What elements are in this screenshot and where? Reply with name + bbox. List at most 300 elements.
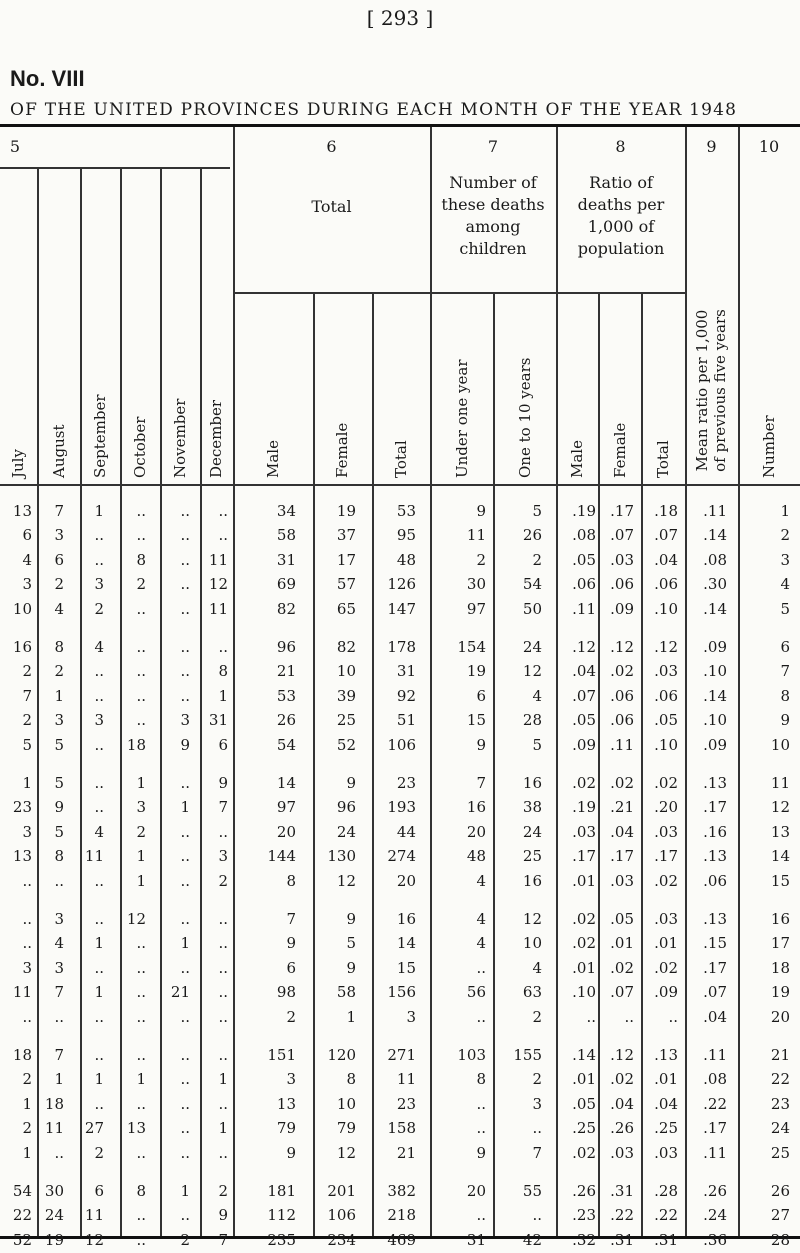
- column-header-one-to-ten-years: One to 10 years: [516, 357, 534, 478]
- table-cell: 24: [522, 822, 542, 841]
- table-cell: 3: [780, 550, 790, 569]
- table-cell: 48: [466, 847, 486, 866]
- table-cell: .01: [610, 934, 634, 953]
- table-cell: 79: [336, 1119, 356, 1138]
- table-cell: 4: [22, 550, 32, 569]
- table-cell: ..: [218, 1046, 228, 1064]
- table-cell: 12: [336, 1143, 356, 1162]
- table-cell: 8: [346, 1070, 356, 1089]
- table-row: [0, 1182, 800, 1204]
- table-cell: ..: [136, 1230, 146, 1249]
- table-cell: 23: [12, 798, 32, 817]
- table-cell: 58: [336, 983, 356, 1002]
- table-cell: 23: [396, 1094, 416, 1113]
- column-header-total-female: Female: [333, 422, 351, 478]
- table-cell: 2: [780, 526, 790, 545]
- table-cell: 1: [94, 983, 104, 1002]
- table-cell: 10: [522, 934, 542, 953]
- table-cell: ..: [180, 1007, 190, 1026]
- table-cell: ..: [136, 526, 146, 545]
- table-cell: .24: [703, 1206, 727, 1225]
- table-cell: ..: [94, 662, 104, 681]
- table-cell: .03: [572, 822, 596, 841]
- table-cell: 24: [522, 638, 542, 656]
- table-cell: 2: [22, 1070, 32, 1089]
- table-cell: 6: [780, 638, 790, 656]
- table-cell: .09: [654, 983, 678, 1002]
- table-cell: .31: [610, 1230, 634, 1249]
- table-row: [0, 551, 800, 573]
- table-cell: 4: [54, 599, 64, 618]
- table-cell: .07: [610, 526, 634, 545]
- table-cell: .02: [572, 910, 596, 928]
- table-cell: 1: [94, 1070, 104, 1089]
- table-cell: 1: [136, 847, 146, 866]
- table-cell: 6: [218, 735, 228, 754]
- table-cell: .06: [610, 575, 634, 594]
- table-cell: 274: [387, 847, 416, 866]
- table-cell: .03: [610, 550, 634, 569]
- table-cell: ..: [22, 1007, 32, 1026]
- table-cell: 95: [396, 526, 416, 545]
- table-cell: ..: [586, 1007, 596, 1026]
- table-cell: ..: [94, 1094, 104, 1113]
- column-header-ratio-female: Female: [611, 422, 629, 478]
- table-cell: ..: [136, 1143, 146, 1162]
- table-cell: 16: [522, 871, 542, 890]
- table-cell: 3: [94, 711, 104, 730]
- table-cell: ..: [22, 934, 32, 953]
- table-cell: .06: [654, 686, 678, 705]
- table-cell: 16: [12, 638, 32, 656]
- table-cell: 3: [54, 526, 64, 545]
- table-cell: .14: [703, 526, 727, 545]
- table-cell: .10: [703, 711, 727, 730]
- table-cell: 18: [44, 1094, 64, 1113]
- table-cell: .11: [703, 1143, 727, 1162]
- table-cell: 18: [770, 958, 790, 977]
- table-cell: .01: [572, 871, 596, 890]
- table-cell: .03: [610, 1143, 634, 1162]
- table-cell: 13: [276, 1094, 296, 1113]
- table-cell: 5: [54, 735, 64, 754]
- table-cell: .03: [654, 662, 678, 681]
- table-cell: 69: [276, 575, 296, 594]
- table-cell: ..: [218, 526, 228, 545]
- table-cell: .13: [703, 774, 727, 792]
- table-cell: 4: [94, 638, 104, 656]
- table-cell: 106: [387, 735, 416, 754]
- table-cell: 16: [396, 910, 416, 928]
- table-cell: 82: [276, 599, 296, 618]
- table-row: [0, 823, 800, 845]
- table-cell: ..: [180, 686, 190, 705]
- table-cell: .12: [654, 638, 678, 656]
- table-cell: 1: [346, 1007, 356, 1026]
- column-header-ratio-total: Total: [654, 440, 672, 478]
- table-cell: 53: [396, 502, 416, 520]
- table-cell: 7: [286, 910, 296, 928]
- table-cell: 52: [336, 735, 356, 754]
- table-cell: 5: [532, 735, 542, 754]
- table-cell: 97: [276, 798, 296, 817]
- table-cell: 8: [780, 686, 790, 705]
- table-cell: 20: [770, 1007, 790, 1026]
- table-cell: 21: [170, 983, 190, 1002]
- table-cell: ..: [180, 822, 190, 841]
- table-row: [0, 575, 800, 597]
- table-cell: ..: [180, 502, 190, 520]
- table-cell: 271: [387, 1046, 416, 1064]
- table-cell: .11: [703, 1046, 727, 1064]
- table-row: [0, 711, 800, 733]
- column-header-number: Number: [760, 415, 778, 478]
- table-cell: 37: [336, 526, 356, 545]
- column-header-july: July: [9, 449, 27, 478]
- table-cell: 9: [346, 774, 356, 792]
- table-cell: 17: [336, 550, 356, 569]
- table-cell: ..: [180, 958, 190, 977]
- table-cell: 2: [476, 550, 486, 569]
- table-cell: 7: [54, 502, 64, 520]
- table-cell: 2: [136, 575, 146, 594]
- table-cell: 9: [218, 774, 228, 792]
- table-row: [0, 1046, 800, 1068]
- table-cell: 1: [218, 1119, 228, 1138]
- table-cell: .02: [572, 774, 596, 792]
- table-cell: 16: [770, 910, 790, 928]
- table-cell: 1: [22, 774, 32, 792]
- table-cell: 1: [218, 686, 228, 705]
- table-cell: 98: [276, 983, 296, 1002]
- table-cell: 151: [267, 1046, 296, 1064]
- sub-header-line: [233, 292, 685, 294]
- table-cell: .06: [572, 575, 596, 594]
- children-group-header: Number of these deaths among children: [441, 173, 545, 258]
- table-cell: 158: [387, 1119, 416, 1138]
- table-cell: 9: [476, 735, 486, 754]
- table-cell: 9: [346, 910, 356, 928]
- table-cell: ..: [94, 526, 104, 545]
- table-cell: ..: [22, 871, 32, 890]
- table-cell: ..: [218, 1007, 228, 1026]
- table-cell: 7: [532, 1143, 542, 1162]
- table-cell: 54: [276, 735, 296, 754]
- table-cell: 3: [22, 575, 32, 594]
- table-cell: 6: [54, 550, 64, 569]
- table-cell: .22: [703, 1094, 727, 1113]
- table-cell: .04: [654, 550, 678, 569]
- column-header-under-one-year: Under one year: [453, 359, 471, 478]
- table-cell: 31: [208, 711, 228, 730]
- table-cell: 11: [396, 1070, 416, 1089]
- table-row: [0, 1206, 800, 1228]
- table-cell: 14: [276, 774, 296, 792]
- table-cell: 4: [532, 958, 542, 977]
- table-cell: ..: [476, 1094, 486, 1113]
- column-header-november: November: [171, 398, 189, 478]
- table-cell: .19: [572, 798, 596, 817]
- table-cell: ..: [136, 638, 146, 656]
- table-cell: 8: [218, 662, 228, 681]
- table-cell: 53: [276, 686, 296, 705]
- table-row: [0, 1119, 800, 1141]
- table-cell: .31: [610, 1182, 634, 1200]
- table-cell: 27: [770, 1206, 790, 1225]
- table-cell: ..: [94, 798, 104, 817]
- table-cell: ..: [136, 662, 146, 681]
- table-cell: ..: [94, 1007, 104, 1026]
- table-cell: .10: [572, 983, 596, 1002]
- table-cell: .18: [654, 502, 678, 520]
- table-cell: 1: [180, 1182, 190, 1200]
- table-cell: 2: [532, 550, 542, 569]
- table-cell: .12: [572, 638, 596, 656]
- table-cell: 8: [476, 1070, 486, 1089]
- table-cell: 1: [180, 798, 190, 817]
- table-cell: 31: [396, 662, 416, 681]
- table-cell: .12: [610, 1046, 634, 1064]
- table-cell: .02: [610, 1070, 634, 1089]
- table-cell: ..: [94, 774, 104, 792]
- table-cell: ..: [476, 1007, 486, 1026]
- table-cell: 22: [770, 1070, 790, 1089]
- table-cell: ..: [136, 711, 146, 730]
- table-cell: ..: [54, 1143, 64, 1162]
- table-cell: 20: [276, 822, 296, 841]
- table-cell: .10: [654, 735, 678, 754]
- table-cell: .16: [703, 822, 727, 841]
- table-cell: 24: [44, 1206, 64, 1225]
- table-subtitle: OF THE UNITED PROVINCES DURING EACH MONTH OF THE YEAR 1948: [10, 100, 738, 120]
- table-cell: .04: [703, 1007, 727, 1026]
- table-cell: 10: [336, 662, 356, 681]
- table-cell: 3: [54, 958, 64, 977]
- table-row: [0, 774, 800, 796]
- table-cell: 38: [522, 798, 542, 817]
- table-cell: .17: [572, 847, 596, 866]
- table-cell: ..: [180, 1070, 190, 1089]
- table-cell: 3: [286, 1070, 296, 1089]
- table-row: [0, 662, 800, 684]
- table-cell: ..: [180, 871, 190, 890]
- table-cell: 3: [218, 847, 228, 866]
- total-group-header: Total: [311, 197, 352, 216]
- table-cell: ..: [476, 1119, 486, 1138]
- table-cell: 27: [84, 1119, 104, 1138]
- table-cell: ..: [218, 1143, 228, 1162]
- table-cell: 50: [522, 599, 542, 618]
- column-header-august: August: [50, 424, 68, 478]
- table-cell: .10: [703, 662, 727, 681]
- table-cell: ..: [54, 1007, 64, 1026]
- table-cell: .01: [572, 1070, 596, 1089]
- table-row: [0, 1070, 800, 1092]
- table-cell: ..: [94, 871, 104, 890]
- table-cell: 11: [208, 599, 228, 618]
- table-cell: 34: [276, 502, 296, 520]
- table-cell: 11: [208, 550, 228, 569]
- table-cell: 12: [522, 910, 542, 928]
- table-row: [0, 847, 800, 869]
- table-cell: 19: [336, 502, 356, 520]
- table-cell: 4: [532, 686, 542, 705]
- table-cell: ..: [218, 958, 228, 977]
- table-cell: .25: [654, 1119, 678, 1138]
- table-cell: 31: [276, 550, 296, 569]
- table-cell: 2: [136, 822, 146, 841]
- ratio-group-header: Ratio of deaths per 1,000 of population: [577, 173, 665, 258]
- table-cell: 181: [267, 1182, 296, 1200]
- table-cell: 144: [267, 847, 296, 866]
- table-cell: 96: [276, 638, 296, 656]
- table-row: [0, 736, 800, 758]
- table-cell: 10: [336, 1094, 356, 1113]
- table-cell: 13: [126, 1119, 146, 1138]
- table-cell: 26: [276, 711, 296, 730]
- table-cell: 96: [336, 798, 356, 817]
- table-cell: 39: [336, 686, 356, 705]
- table-cell: 178: [387, 638, 416, 656]
- table-cell: 28: [770, 1230, 790, 1249]
- table-cell: 9: [476, 502, 486, 520]
- table-cell: 1: [94, 502, 104, 520]
- table-cell: 9: [180, 735, 190, 754]
- table-cell: 2: [94, 1143, 104, 1162]
- table-cell: .08: [703, 1070, 727, 1089]
- table-cell: 13: [770, 822, 790, 841]
- table-cell: 2: [22, 662, 32, 681]
- table-cell: 7: [780, 662, 790, 681]
- table-cell: .17: [703, 1119, 727, 1138]
- table-row: [0, 1008, 800, 1030]
- table-cell: ..: [218, 638, 228, 656]
- table-cell: .01: [572, 958, 596, 977]
- table-cell: .14: [572, 1046, 596, 1064]
- table-cell: ..: [532, 1206, 542, 1225]
- table-cell: 9: [54, 798, 64, 817]
- table-cell: .06: [610, 686, 634, 705]
- col10-number: 10: [758, 137, 780, 156]
- table-cell: 235: [267, 1230, 296, 1249]
- table-cell: ..: [136, 1007, 146, 1026]
- table-cell: ..: [180, 1119, 190, 1138]
- table-cell: ..: [136, 1046, 146, 1064]
- table-cell: .11: [572, 599, 596, 618]
- table-cell: 14: [770, 847, 790, 866]
- table-cell: 2: [22, 1119, 32, 1138]
- table-cell: ..: [136, 686, 146, 705]
- table-cell: ..: [624, 1007, 634, 1026]
- table-cell: 5: [54, 822, 64, 841]
- table-cell: ..: [218, 1094, 228, 1113]
- table-cell: 2: [218, 1182, 228, 1200]
- table-cell: .05: [572, 1094, 596, 1113]
- table-cell: .17: [703, 958, 727, 977]
- table-cell: .07: [703, 983, 727, 1002]
- table-cell: 8: [136, 1182, 146, 1200]
- table-cell: 1: [136, 774, 146, 792]
- table-cell: .02: [654, 871, 678, 890]
- table-cell: 54: [522, 575, 542, 594]
- table-row: [0, 798, 800, 820]
- table-cell: 218: [387, 1206, 416, 1225]
- table-cell: 31: [466, 1230, 486, 1249]
- table-cell: 23: [396, 774, 416, 792]
- table-cell: 7: [218, 798, 228, 817]
- table-cell: 25: [336, 711, 356, 730]
- table-cell: 5: [532, 502, 542, 520]
- table-cell: .28: [654, 1182, 678, 1200]
- table-cell: 18: [12, 1046, 32, 1064]
- table-cell: 82: [336, 638, 356, 656]
- table-cell: 30: [44, 1182, 64, 1200]
- table-cell: 54: [12, 1182, 32, 1200]
- table-cell: 24: [770, 1119, 790, 1138]
- table-cell: ..: [94, 550, 104, 569]
- table-cell: 1: [780, 502, 790, 520]
- table-cell: 3: [94, 575, 104, 594]
- table-cell: .13: [703, 910, 727, 928]
- table-cell: 92: [396, 686, 416, 705]
- table-cell: 120: [327, 1046, 356, 1064]
- table-cell: 5: [346, 934, 356, 953]
- table-cell: 8: [136, 550, 146, 569]
- table-cell: .12: [610, 638, 634, 656]
- table-cell: .31: [654, 1230, 678, 1249]
- table-cell: 20: [466, 1182, 486, 1200]
- col5-number: 5: [9, 137, 21, 156]
- table-cell: ..: [668, 1007, 678, 1026]
- table-cell: ..: [180, 638, 190, 656]
- table-cell: 2: [532, 1007, 542, 1026]
- table-cell: 19: [466, 662, 486, 681]
- table-cell: 6: [22, 526, 32, 545]
- table-cell: 3: [406, 1007, 416, 1026]
- table-cell: 26: [770, 1182, 790, 1200]
- table-cell: 106: [327, 1206, 356, 1225]
- table-cell: 4: [476, 871, 486, 890]
- table-cell: .10: [654, 599, 678, 618]
- table-cell: .30: [703, 575, 727, 594]
- table-cell: 7: [54, 983, 64, 1002]
- table-cell: ..: [180, 550, 190, 569]
- table-cell: .09: [572, 735, 596, 754]
- table-cell: 11: [44, 1119, 64, 1138]
- table-cell: .07: [610, 983, 634, 1002]
- col8-number: 8: [615, 137, 626, 156]
- table-cell: .02: [610, 958, 634, 977]
- table-cell: 26: [522, 526, 542, 545]
- table-cell: 22: [12, 1206, 32, 1225]
- table-cell: .32: [572, 1230, 596, 1249]
- table-cell: 63: [522, 983, 542, 1002]
- table-cell: .23: [572, 1206, 596, 1225]
- top-rule: [0, 124, 800, 127]
- table-cell: 3: [532, 1094, 542, 1113]
- table-cell: .07: [572, 686, 596, 705]
- table-cell: 42: [522, 1230, 542, 1249]
- table-cell: 4: [780, 575, 790, 594]
- table-cell: ..: [180, 662, 190, 681]
- table-cell: .02: [572, 1143, 596, 1162]
- table-cell: .06: [610, 711, 634, 730]
- table-cell: 6: [286, 958, 296, 977]
- table-cell: 13: [12, 502, 32, 520]
- table-cell: .11: [610, 735, 634, 754]
- table-number: No. VIII: [10, 66, 85, 91]
- table-cell: ..: [476, 1206, 486, 1225]
